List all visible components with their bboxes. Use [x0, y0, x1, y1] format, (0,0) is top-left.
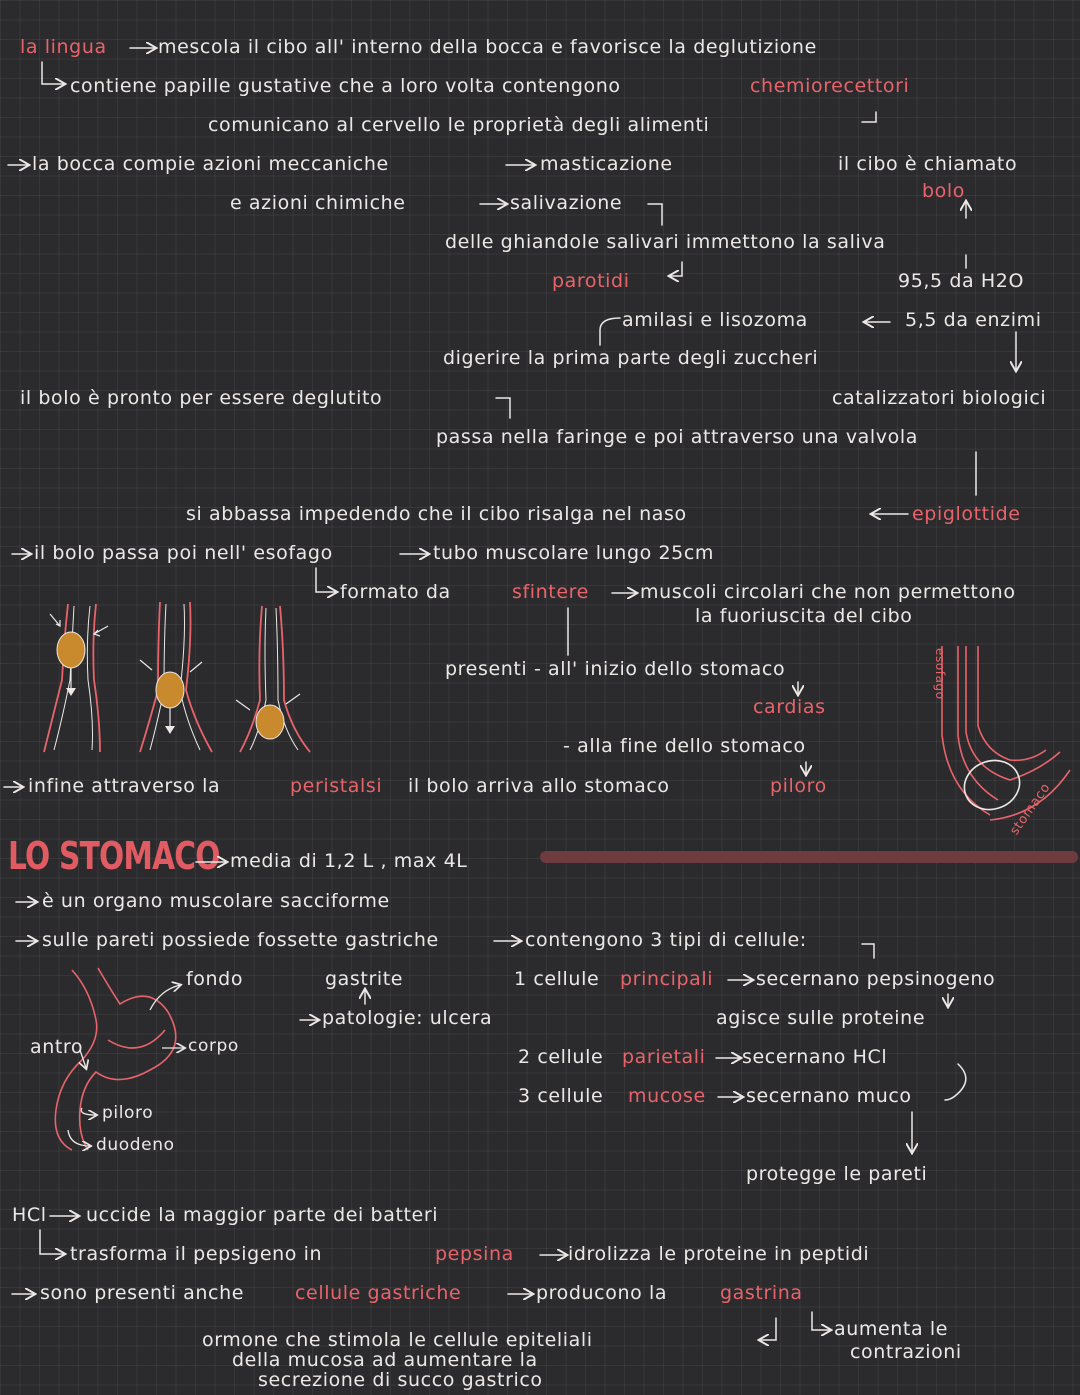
- sono-presenti-text: sono presenti anche: [40, 1282, 245, 1304]
- formato-da-text: formato da: [340, 581, 451, 603]
- pareti-text: sulle pareti possiede fossette gastriche: [42, 929, 439, 951]
- chemiorecettori-word: chemiorecettori: [750, 75, 910, 97]
- piloro-label: piloro: [102, 1103, 154, 1123]
- digerire-text: digerire la prima parte degli zuccheri: [443, 347, 819, 369]
- arrow-icon: [812, 1312, 830, 1330]
- section-title-stomaco: LO STOMACO: [8, 834, 220, 878]
- ormone-text-1: ormone che stimola le cellule epiteliali: [202, 1329, 593, 1351]
- abbassa-text: si abbassa impedendo che il cibo risalga nel naso: [186, 503, 687, 525]
- corpo-label: corpo: [188, 1036, 239, 1056]
- agisce-text: agisce sulle proteine: [716, 1007, 926, 1029]
- media-text: media di 1,2 L , max 4L: [230, 850, 468, 872]
- arrow-icon: [945, 1064, 966, 1100]
- papille-text: contiene papille gustative che a loro volta contengono: [70, 75, 621, 97]
- aumenta-text-2: contrazioni: [850, 1341, 962, 1363]
- arrow-icon: [862, 112, 876, 122]
- parietali-word: parietali: [622, 1046, 706, 1068]
- ormone-text-3: secrezione di succo gastrico: [258, 1369, 543, 1391]
- protegge-text: protegge le pareti: [746, 1163, 928, 1185]
- sfintere-word: sfintere: [512, 581, 589, 603]
- cellule-3-num: 3 cellule: [518, 1085, 604, 1107]
- ormone-text-2: della mucosa ad aumentare la: [232, 1349, 538, 1371]
- esofago-line: il bolo passa poi nell' esofago: [34, 542, 333, 564]
- salivazione-word: salivazione: [510, 192, 623, 214]
- mucose-word: mucose: [628, 1085, 706, 1107]
- pepsina-word: pepsina: [435, 1243, 514, 1265]
- cardias-word: cardias: [753, 696, 826, 718]
- fine-stomaco-text: - alla fine dello stomaco: [563, 735, 806, 757]
- gastrite-text: gastrite: [325, 968, 404, 990]
- arrow-icon: [670, 262, 682, 276]
- producono-text: producono la: [536, 1282, 668, 1304]
- comunicano-text: comunicano al cervello le proprietà degli alimenti: [208, 114, 710, 136]
- epiglottide-word: epiglottide: [912, 503, 1021, 525]
- arrow-icon: [648, 204, 662, 225]
- lingua-word: la lingua: [20, 36, 107, 58]
- bocca-line: la bocca compie azioni meccaniche: [32, 153, 389, 175]
- antro-label: antro: [30, 1036, 84, 1058]
- cellule-gastriche-word: cellule gastriche: [295, 1282, 462, 1304]
- infine-text: infine attraverso la: [28, 775, 221, 797]
- stomaco-diagram-label: stomaco: [1007, 780, 1054, 839]
- arrow-icon: [760, 1318, 776, 1340]
- arrow-icon: [42, 62, 64, 84]
- presenti-text: presenti - all' inizio dello stomaco: [445, 658, 786, 680]
- amilasi-text: amilasi e lisozoma: [622, 309, 808, 331]
- piloro-word-top: piloro: [770, 775, 827, 797]
- hcl-label: HCl: [12, 1204, 47, 1226]
- esophagus-stomach-sketch: [942, 646, 1070, 820]
- tipi-cellule-text: contengono 3 tipi di cellule:: [525, 929, 807, 951]
- cibo-chiamato-text: il cibo è chiamato: [838, 153, 1018, 175]
- stomach-diagram: [55, 968, 175, 1150]
- tubo-text: tubo muscolare lungo 25cm: [433, 542, 714, 564]
- cellule-2-num: 2 cellule: [518, 1046, 604, 1068]
- cellule-1-num: 1 cellule: [514, 968, 600, 990]
- trasforma-text: trasforma il pepsigeno in: [70, 1243, 323, 1265]
- muscoli-text-1: muscoli circolari che non permettono: [640, 581, 1016, 603]
- gastrina-word: gastrina: [720, 1282, 803, 1304]
- ghiandole-text: delle ghiandole salivari immettono la saliva: [445, 231, 886, 253]
- cellule-1-rest: secernano pepsinogeno: [756, 968, 996, 990]
- arrow-icon: [862, 944, 874, 958]
- cellule-3-rest: secernano muco: [746, 1085, 912, 1107]
- muscoli-text-2: la fuoriuscita del cibo: [695, 605, 913, 627]
- lingua-description: mescola il cibo all' interno della bocca e favorisce la deglutizione: [158, 36, 817, 58]
- organo-text: è un organo muscolare sacciforme: [42, 890, 390, 912]
- hcl-description: uccide la maggior parte dei batteri: [86, 1204, 439, 1226]
- bolo-word: bolo: [922, 180, 965, 202]
- arrow-icon: [496, 398, 510, 418]
- bolo-pronto-text: il bolo è pronto per essere deglutito: [20, 387, 383, 409]
- arrow-icon: [316, 568, 336, 592]
- catalizzatori-text: catalizzatori biologici: [832, 387, 1047, 409]
- h2o-text: 95,5 da H2O: [898, 270, 1025, 292]
- cellule-2-rest: secernano HCl: [742, 1046, 888, 1068]
- arriva-text: il bolo arriva allo stomaco: [408, 775, 670, 797]
- arrow-icon: [600, 318, 620, 345]
- principali-word: principali: [620, 968, 714, 990]
- patologie-text: patologie: ulcera: [322, 1007, 493, 1029]
- parotidi-word: parotidi: [552, 270, 630, 292]
- esofago-diagram-label: esofago: [933, 648, 947, 700]
- idrolizza-text: idrolizza le proteine in peptidi: [568, 1243, 870, 1265]
- masticazione-word: masticazione: [540, 153, 673, 175]
- enzimi-text: 5,5 da enzimi: [905, 309, 1042, 331]
- peristalsis-sketch: [44, 602, 310, 752]
- peristalsi-word: peristalsi: [290, 775, 383, 797]
- azioni-chimiche-text: e azioni chimiche: [230, 192, 406, 214]
- duodeno-label: duodeno: [96, 1135, 175, 1155]
- aumenta-text-1: aumenta le: [834, 1318, 949, 1340]
- arrow-icon: [40, 1230, 64, 1254]
- faringe-text: passa nella faringe e poi attraverso una valvola: [436, 426, 918, 448]
- fondo-label: fondo: [186, 968, 244, 990]
